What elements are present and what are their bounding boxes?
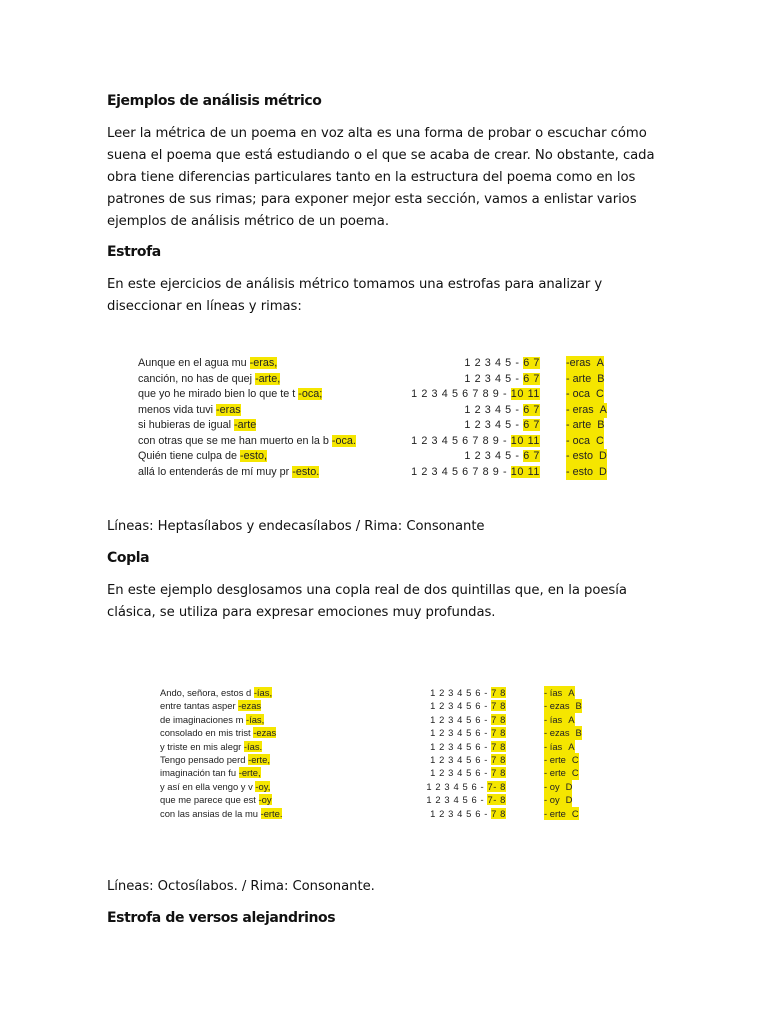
verse-row	[138, 356, 616, 372]
verse-rhyme-ending: -erte.	[260, 807, 283, 819]
syllable-numbers: 1 2 3 4 5 6 -	[426, 780, 488, 792]
syllable-numbers: 1 2 3 4 5 6 -	[430, 807, 492, 819]
rhyme-letter: B	[597, 372, 605, 385]
rhyme-label	[544, 753, 579, 766]
rhyme-letter: A	[599, 403, 607, 416]
rhyme-letter: C	[571, 754, 579, 765]
rhyme-ending: - erte	[544, 767, 566, 779]
syllable-final-numbers: 6 7	[523, 450, 540, 462]
verse-row	[160, 686, 590, 699]
syllable-count	[430, 753, 506, 766]
verse-row	[138, 372, 616, 388]
verse-stem: menos vida tuvi	[138, 403, 217, 416]
rhyme-letter: A	[568, 740, 575, 752]
syllable-count	[430, 807, 506, 820]
rhyme-letter: D	[599, 450, 607, 462]
verse-row	[160, 699, 590, 712]
syllable-count	[426, 780, 506, 793]
verse-row	[138, 387, 616, 403]
rhyme-ending: - ezas	[544, 700, 570, 712]
rhyme-letter: B	[575, 727, 582, 739]
syllable-numbers: 1 2 3 4 5 6 7 8 9 -	[411, 434, 511, 447]
rhyme-label	[566, 449, 607, 465]
metric-analysis-image-copla	[160, 686, 590, 826]
verse-row	[138, 418, 616, 434]
rhyme-label	[566, 403, 607, 419]
verse-text	[160, 740, 262, 753]
syllable-count	[430, 713, 506, 726]
syllable-final-numbers: 6 7	[523, 403, 540, 416]
rhyme-ending: - esto	[566, 450, 594, 462]
rhyme-label	[566, 356, 604, 372]
syllable-final-numbers: 7 8	[491, 727, 506, 739]
rhyme-letter: D	[565, 780, 573, 792]
rhyme-ending: - ías	[544, 740, 563, 752]
rhyme-ending: - ezas	[544, 727, 570, 739]
syllable-final-numbers: 10 11	[510, 465, 540, 478]
syllable-numbers: 1 2 3 4 5 -	[464, 419, 524, 431]
verse-rhyme-ending: -ezas	[238, 700, 262, 712]
rhyme-letter: A	[568, 713, 575, 725]
syllable-count	[411, 387, 540, 403]
verse-row	[160, 780, 590, 793]
verse-text	[160, 726, 276, 739]
section-heading-copla: Copla	[107, 550, 150, 566]
verse-row	[160, 726, 590, 739]
verse-row	[138, 403, 616, 419]
section-heading-alejandrinos: Estrofa de versos alejandrinos	[107, 910, 336, 926]
rhyme-label	[566, 372, 604, 388]
syllable-count	[411, 434, 540, 450]
syllable-count	[426, 793, 506, 806]
verse-stem: de imaginaciones m	[160, 713, 246, 725]
syllable-count	[430, 766, 506, 779]
syllable-numbers: 1 2 3 4 5 -	[464, 372, 524, 385]
verse-rhyme-ending: -eras	[216, 403, 241, 416]
verse-stem: canción, no has de quej	[138, 372, 256, 385]
rhyme-label	[566, 418, 604, 434]
verse-stem: Quién tiene culpa de	[138, 450, 241, 462]
syllable-numbers: 1 2 3 4 5 6 -	[430, 754, 492, 765]
verse-text	[138, 418, 256, 434]
syllable-count	[430, 726, 506, 739]
verse-row	[160, 793, 590, 806]
verse-rhyme-ending: -ías.	[243, 740, 263, 752]
verse-stem: Tengo pensado perd	[160, 754, 249, 765]
rhyme-letter: B	[597, 419, 605, 431]
rhyme-ending: - esto	[566, 465, 594, 478]
verse-rhyme-ending: -oy	[258, 794, 272, 806]
verse-row	[160, 807, 590, 820]
rhyme-label	[544, 699, 582, 712]
verse-rhyme-ending: -oca.	[331, 434, 356, 447]
verse-stem: con otras que se me han muerto en la b	[138, 434, 332, 447]
syllable-numbers: 1 2 3 4 5 6 -	[426, 794, 488, 806]
syllable-final-numbers: 10 11	[510, 434, 540, 447]
rhyme-label	[544, 740, 575, 753]
rhyme-ending: - eras	[566, 403, 594, 416]
verse-text	[138, 403, 241, 419]
rhyme-letter: A	[568, 687, 575, 698]
verse-text	[160, 780, 270, 793]
verse-row	[138, 449, 616, 465]
syllable-final-numbers: 7 8	[491, 740, 506, 752]
rhyme-label	[544, 793, 572, 806]
rhyme-letter: C	[596, 434, 604, 447]
verse-row	[138, 434, 616, 450]
rhyme-letter: B	[575, 700, 582, 712]
verse-rhyme-ending: -arte,	[255, 372, 281, 385]
rhyme-label	[544, 807, 579, 820]
syllable-numbers: 1 2 3 4 5 6 -	[430, 713, 492, 725]
syllable-numbers: 1 2 3 4 5 6 -	[430, 727, 492, 739]
verse-row	[160, 753, 590, 766]
verse-rhyme-ending: -oy,	[255, 780, 271, 792]
verse-text	[160, 807, 282, 820]
verse-stem: que yo he mirado bien lo que te t	[138, 388, 299, 400]
syllable-count	[464, 418, 540, 434]
rhyme-ending: - ías	[544, 713, 563, 725]
rhyme-label	[544, 726, 582, 739]
verse-stem: si hubieras de igual	[138, 419, 235, 431]
syllable-final-numbers: 7 8	[491, 687, 506, 698]
verse-stem: entre tantas asper	[160, 700, 239, 712]
syllable-count	[430, 699, 506, 712]
section-text-copla: En este ejemplo desglosamos una copla real de dos quintillas que, en la poesía clásica, se utiliza para expresar emociones muy profundas.	[107, 583, 627, 620]
verse-rhyme-ending: -ezas	[253, 727, 277, 739]
verse-row	[160, 713, 590, 726]
syllable-count	[430, 686, 506, 699]
rhyme-label	[566, 465, 607, 481]
syllable-final-numbers: 7 8	[491, 713, 506, 725]
rhyme-label	[566, 387, 604, 403]
syllable-final-numbers: 7 8	[491, 767, 506, 779]
verse-text	[138, 449, 267, 465]
syllable-numbers: 1 2 3 4 5 6 -	[430, 700, 492, 712]
syllable-numbers: 1 2 3 4 5 6 -	[430, 687, 492, 698]
rhyme-letter: C	[571, 807, 579, 819]
verse-text	[138, 465, 319, 481]
verse-stem: y así en ella vengo y v	[160, 780, 256, 792]
verse-rhyme-ending: -oca;	[298, 388, 323, 400]
verse-text	[160, 686, 272, 699]
rhyme-ending: - ías	[544, 687, 563, 698]
verse-text	[138, 434, 356, 450]
rhyme-ending: - oca	[566, 434, 591, 447]
verse-text	[160, 753, 270, 766]
syllable-final-numbers: 7 8	[491, 700, 506, 712]
verse-text	[160, 766, 261, 779]
rhyme-ending: -eras	[566, 357, 591, 369]
rhyme-label	[544, 780, 572, 793]
rhyme-ending: - erte	[544, 754, 566, 765]
verse-stem: allá lo entenderás de mí muy pr	[138, 465, 293, 478]
rhyme-ending: - oca	[566, 388, 591, 400]
verse-text	[160, 699, 261, 712]
verse-row	[160, 740, 590, 753]
rhyme-label	[566, 434, 604, 450]
syllable-final-numbers: 10 11	[510, 388, 540, 400]
syllable-numbers: 1 2 3 4 5 6 7 8 9 -	[411, 465, 511, 478]
rhyme-label	[544, 686, 575, 699]
syllable-numbers: 1 2 3 4 5 6 7 8 9 -	[411, 388, 511, 400]
verse-rhyme-ending: -esto,	[240, 450, 268, 462]
section-heading-estrofa: Estrofa	[107, 244, 161, 260]
rhyme-ending: - arte	[566, 372, 592, 385]
page-title: Ejemplos de análisis métrico	[107, 93, 322, 109]
verse-stem: y triste en mis alegr	[160, 740, 244, 752]
verse-rhyme-ending: -erte,	[238, 767, 261, 779]
verse-text	[138, 356, 277, 372]
verse-text	[160, 793, 272, 806]
syllable-count	[411, 465, 540, 481]
verse-rhyme-ending: -arte	[234, 419, 257, 431]
rhyme-ending: - oy	[544, 780, 560, 792]
verse-row	[138, 465, 616, 481]
verse-rhyme-ending: -erte,	[248, 754, 270, 765]
syllable-count	[464, 449, 540, 465]
syllable-final-numbers: 6 7	[523, 372, 540, 385]
verse-stem: consolado en mis trist	[160, 727, 254, 739]
verse-stem: Ando, señora, estos d	[160, 687, 254, 698]
syllable-final-numbers: 6 7	[523, 357, 540, 369]
metric-analysis-image-estrofa	[138, 356, 616, 484]
rhyme-letter: D	[565, 794, 573, 806]
verse-text	[160, 713, 264, 726]
verse-text	[138, 372, 280, 388]
rhyme-ending: - erte	[544, 807, 566, 819]
rhyme-ending: - arte	[566, 419, 592, 431]
syllable-numbers: 1 2 3 4 5 6 -	[430, 767, 492, 779]
verse-text	[138, 387, 322, 403]
rhyme-label	[544, 713, 575, 726]
rhyme-label	[544, 766, 579, 779]
verse-stem: imaginación tan fu	[160, 767, 239, 779]
rhyme-letter: A	[596, 357, 604, 369]
verse-rhyme-ending: -ías,	[253, 687, 273, 698]
verse-rhyme-ending: -esto.	[292, 465, 320, 478]
syllable-numbers: 1 2 3 4 5 -	[464, 403, 524, 416]
verse-stem: con las ansias de la mu	[160, 807, 261, 819]
rhyme-letter: C	[571, 767, 579, 779]
caption-estrofa: Líneas: Heptasílabos y endecasílabos / Rima: Consonante	[107, 519, 485, 534]
syllable-numbers: 1 2 3 4 5 -	[464, 357, 524, 369]
verse-rhyme-ending: -ías,	[245, 713, 265, 725]
verse-stem: que me parece que est	[160, 794, 259, 806]
syllable-final-numbers: 6 7	[523, 419, 540, 431]
syllable-count	[464, 403, 540, 419]
intro-paragraph: Leer la métrica de un poema en voz alta es una forma de probar o escuchar cómo suena el poema que está estudiando o el que se acaba de crear. No obstante, cada obra tiene diferencias particulares tanto en la estructura del poema como en los patrones de sus rimas; para exponer mejor esta sección, vamos a enlistar varios ejemplos de análisis métrico de un poema.	[107, 126, 655, 229]
verse-rhyme-ending: -eras,	[249, 357, 278, 369]
rhyme-letter: C	[596, 388, 604, 400]
syllable-final-numbers: 7 8	[491, 807, 506, 819]
section-text-estrofa: En este ejercicios de análisis métrico tomamos una estrofas para analizar y diseccionar en líneas y rimas:	[107, 277, 603, 314]
syllable-numbers: 1 2 3 4 5 6 -	[430, 740, 492, 752]
syllable-count	[464, 372, 540, 388]
verse-stem: Aunque en el agua mu	[138, 357, 250, 369]
caption-copla: Líneas: Octosílabos. / Rima: Consonante.	[107, 879, 375, 894]
syllable-final-numbers: 7 8	[491, 754, 506, 765]
rhyme-letter: D	[599, 465, 607, 478]
syllable-count	[430, 740, 506, 753]
rhyme-ending: - oy	[544, 794, 560, 806]
syllable-count	[464, 356, 540, 372]
syllable-final-numbers: 7- 8	[487, 780, 506, 792]
syllable-numbers: 1 2 3 4 5 -	[464, 450, 524, 462]
syllable-final-numbers: 7- 8	[487, 794, 506, 806]
verse-row	[160, 766, 590, 779]
